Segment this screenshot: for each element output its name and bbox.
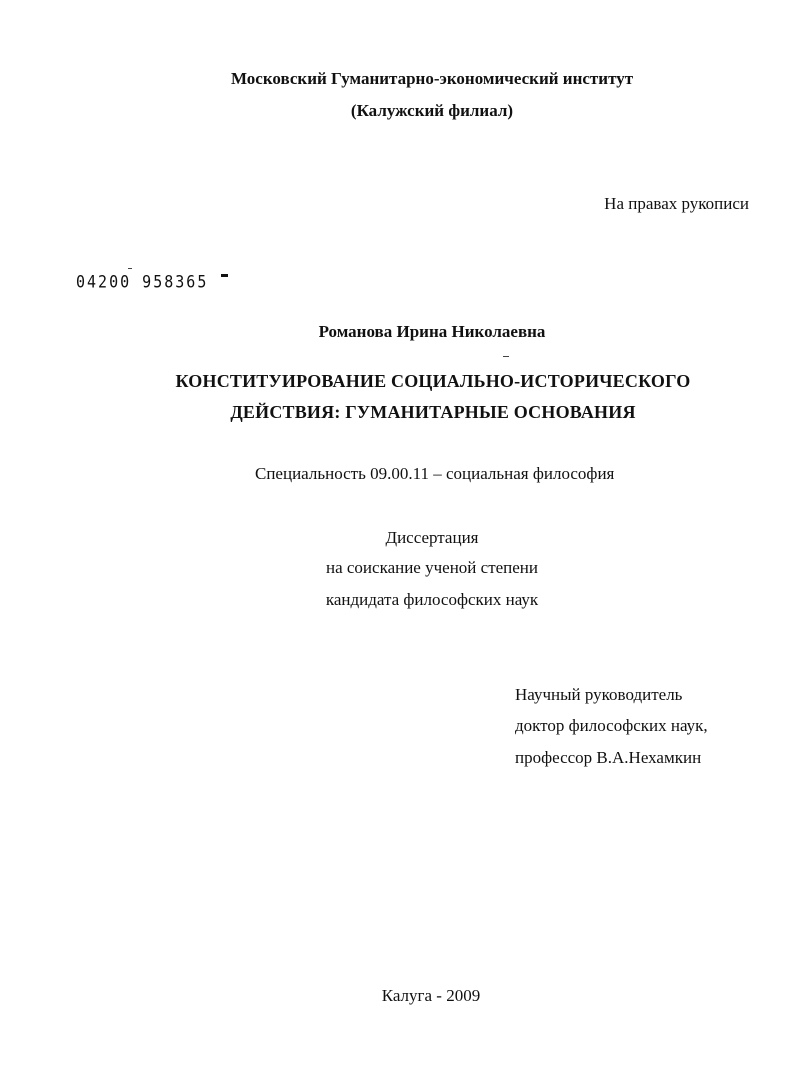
catalog-mark <box>221 274 228 277</box>
degree-line-2: кандидата философских наук <box>325 590 539 609</box>
specialty: Специальность 09.00.11 – социальная философия <box>255 464 615 483</box>
institute-name: Московский Гуманитарно-экономический институт <box>230 69 634 88</box>
rights-note: На правах рукописи <box>604 194 749 213</box>
supervisor-name: профессор В.А.Нехамкин <box>515 748 702 767</box>
scan-speck <box>128 268 132 269</box>
catalog-number: 04200 958365 <box>76 271 209 292</box>
branch-name: (Калужский филиал) <box>350 101 514 120</box>
supervisor-degree: доктор философских наук, <box>515 716 708 735</box>
scan-speck <box>503 356 509 357</box>
degree-line-1: на соискание ученой степени <box>325 558 539 577</box>
work-type: Диссертация <box>385 528 479 547</box>
dissertation-title-line-1: КОНСТИТУИРОВАНИЕ СОЦИАЛЬНО-ИСТОРИЧЕСКОГО <box>175 371 691 391</box>
place-year: Калуга - 2009 <box>381 986 481 1005</box>
supervisor-role: Научный руководитель <box>515 685 683 704</box>
author-name: Романова Ирина Николаевна <box>318 322 546 341</box>
dissertation-title-line-2: ДЕЙСТВИЯ: ГУМАНИТАРНЫЕ ОСНОВАНИЯ <box>230 402 636 422</box>
